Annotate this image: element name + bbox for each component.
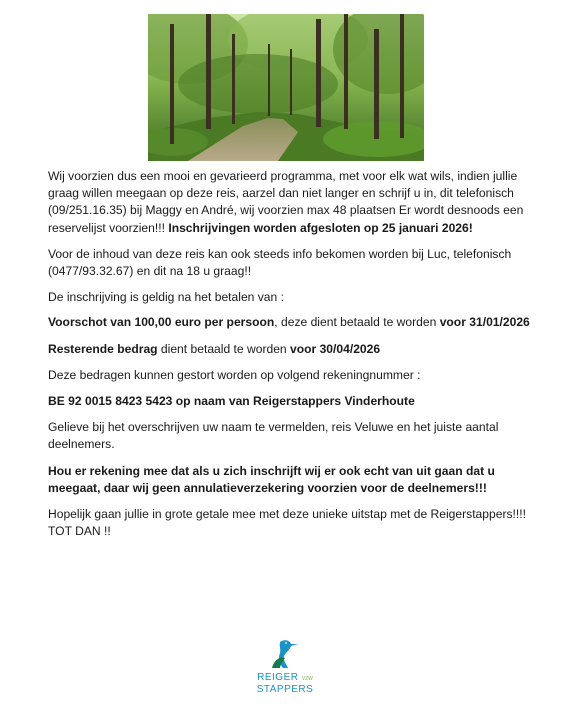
account-intro-text: Deze bedragen kunnen gestort worden op volgend rekeningnummer : <box>48 367 421 382</box>
validity-text: De inschrijving is geldig na het betalen van : <box>48 290 284 305</box>
forest-path-photo <box>148 14 424 161</box>
logo-line1 <box>250 672 320 683</box>
deposit-paragraph <box>48 314 538 331</box>
cancellation-warning-paragraph <box>48 463 538 497</box>
heron-icon <box>250 638 320 672</box>
info-text: Voor de inhoud van deze reis kan ook steeds info bekomen worden bij Luc, telefonisch (0477/93.32.67) en dit na 18 u graag!! <box>48 246 512 279</box>
closing-paragraph <box>48 506 538 540</box>
reigerstappers-logo <box>250 638 320 704</box>
account-number-paragraph <box>48 393 538 410</box>
logo-line2: STAPPERS <box>256 684 314 695</box>
article-body <box>48 168 538 549</box>
intro-text: Wij voorzien dus een mooi en gevarieerd programma, met voor elk wat wils, indien jullie graag willen meegaan op deze reis, aarzel dan niet langer en schrijf u in, dit telefonisch (09/251.16.35) bij Maggy en André, wij voorzien max 48 plaatsen Er wordt desnoods een reservelijst voorzien!!! <box>48 169 524 235</box>
balance-date: voor 30/04/2026 <box>290 341 381 356</box>
account-number: BE 92 0015 8423 5423 op naam van Reigerstappers Vinderhoute <box>48 394 415 409</box>
closing-text: Hopelijk gaan jullie in grote getale mee met deze unieke uitstap met de Reigerstappers!!!! TOT DAN !! <box>48 507 526 539</box>
validity-paragraph <box>48 289 538 306</box>
cancellation-warning: Hou er rekening mee dat als u zich inschrijft wij er ook echt van uit gaan dat u meegaat, daar wij geen annulatieverzekering voorzien voor de deelnemers!!! <box>48 463 495 495</box>
logo-vzw: VZW <box>301 676 313 682</box>
balance-text: dient betaald te worden <box>157 341 291 356</box>
deposit-text: , deze dient betaald te worden <box>274 315 440 330</box>
intro-paragraph <box>48 168 538 237</box>
balance-label: Resterende bedrag <box>48 341 158 356</box>
registration-deadline: Inschrijvingen worden afgesloten op 25 januari 2026! <box>168 220 473 235</box>
deposit-amount: Voorschot van 100,00 euro per persoon <box>48 315 275 330</box>
logo-reiger: REIGER <box>257 672 299 683</box>
account-intro-paragraph <box>48 367 538 384</box>
info-paragraph <box>48 246 538 280</box>
transfer-note-paragraph <box>48 419 538 453</box>
deposit-date: voor 31/01/2026 <box>439 315 530 330</box>
transfer-note-text: Gelieve bij het overschrijven uw naam te vermelden, reis Veluwe en het juiste aantal deelnemers. <box>48 420 499 452</box>
balance-paragraph <box>48 341 538 358</box>
